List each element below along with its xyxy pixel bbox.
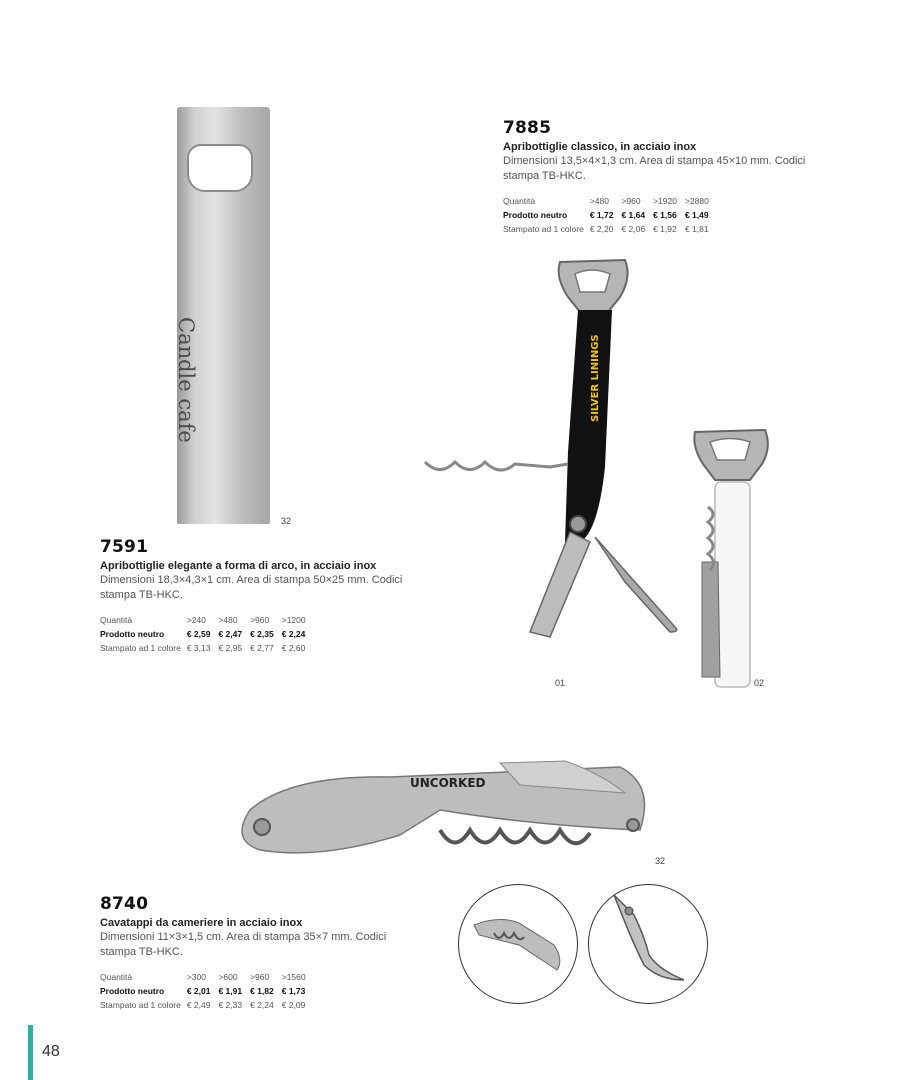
qty-tier: >600 [218,972,238,982]
price-cell: € 1,49 [684,210,709,220]
product-7591 [100,537,420,655]
waiter-corkscrew-image [230,755,660,865]
price-header-row [503,194,717,208]
uncorked-print: UNCORKED [410,776,486,790]
detail-circle-knife [588,884,708,1004]
price-table [503,194,717,236]
price-cell: € 1,56 [653,210,677,220]
product-description: Dimensioni 13,5×4×1,3 cm. Area di stampa 45×10 mm. Codici stampa TB-HKC. [503,155,806,182]
price-header-row [100,613,314,627]
product-7885 [503,118,823,236]
row-label: Stampato ad 1 colore [100,643,181,653]
quantity-label: Quantità [100,615,133,625]
product-code: 8740 [100,894,149,914]
price-cell: € 2,24 [250,1000,274,1010]
price-printed-row [100,641,314,655]
qty-tier: >960 [621,196,641,206]
classic-opener-images [420,252,780,692]
photo-label: 32 [655,856,666,866]
corkscrew-detail-image [459,885,578,1004]
price-cell: € 1,91 [218,986,243,996]
price-neutral-row [503,208,717,222]
qty-tier: >240 [186,615,206,625]
product-title: Apribottiglie classico, in acciaio inox [503,141,697,153]
quantity-label: Quantità [503,196,536,206]
price-printed-row [503,222,717,236]
price-cell: € 2,77 [250,643,274,653]
qty-tier: >300 [186,972,206,982]
row-label: Prodotto neutro [100,986,165,996]
price-cell: € 2,24 [281,629,306,639]
price-cell: € 2,60 [281,643,306,653]
price-cell: € 1,92 [653,224,677,234]
price-cell: € 2,47 [218,629,243,639]
detail-circle-corkscrew [458,884,578,1004]
product-description: Dimensioni 11×3×1,5 cm. Area di stampa 35×7 mm. Codici stampa TB-HKC. [100,931,387,958]
row-label: Stampato ad 1 colore [503,224,584,234]
price-cell: € 1,72 [589,210,614,220]
page-accent-bar [28,1025,33,1080]
price-cell: € 2,95 [218,643,243,653]
product-title: Apribottiglie elegante a forma di arco, in acciaio inox [100,560,377,572]
price-cell: € 2,20 [589,224,614,234]
qty-tier: >480 [218,615,238,625]
page-number: 48 [42,1043,60,1060]
qty-tier: >960 [250,972,270,982]
quantity-label: Quantità [100,972,133,982]
price-cell: € 1,81 [684,224,709,234]
product-description: Dimensioni 18,3×4,3×1 cm. Area di stampa 50×25 mm. Codici stampa TB-HKC. [100,574,403,601]
qty-tier: >960 [250,615,270,625]
price-table [100,613,314,655]
product-8740 [100,894,420,1012]
price-cell: € 2,01 [186,986,211,996]
price-table [100,970,314,1012]
price-neutral-row [100,984,314,998]
row-label: Prodotto neutro [100,629,165,639]
price-neutral-row [100,627,314,641]
photo-label: 01 [555,678,566,688]
product-title: Cavatappi da cameriere in acciaio inox [100,917,303,929]
photo-label: 32 [281,516,292,526]
product-code: 7885 [503,118,552,138]
bar-opener-image [174,107,270,524]
price-cell: € 1,73 [281,986,306,996]
qty-tier: >2880 [684,196,709,206]
price-header-row [100,970,314,984]
row-label: Stampato ad 1 colore [100,1000,181,1010]
price-cell: € 2,33 [218,1000,243,1010]
qty-tier: >1560 [281,972,306,982]
price-cell: € 2,35 [250,629,274,639]
price-cell: € 1,64 [621,210,646,220]
qty-tier: >480 [589,196,609,206]
price-cell: € 3,13 [186,643,211,653]
price-cell: € 2,59 [186,629,211,639]
row-label: Prodotto neutro [503,210,568,220]
engraved-logo: Candle cafe [174,317,198,443]
qty-tier: >1920 [653,196,677,206]
opener-cutout [187,144,253,192]
price-cell: € 2,06 [621,224,646,234]
silver-linings-print: SILVER LININGS [590,334,601,422]
knife-detail-image [589,885,708,1004]
qty-tier: >1200 [281,615,306,625]
product-code: 7591 [100,537,149,557]
photo-label: 02 [754,678,765,688]
price-cell: € 2,09 [281,1000,306,1010]
price-cell: € 1,82 [250,986,274,996]
price-cell: € 2,49 [186,1000,211,1010]
price-printed-row [100,998,314,1012]
